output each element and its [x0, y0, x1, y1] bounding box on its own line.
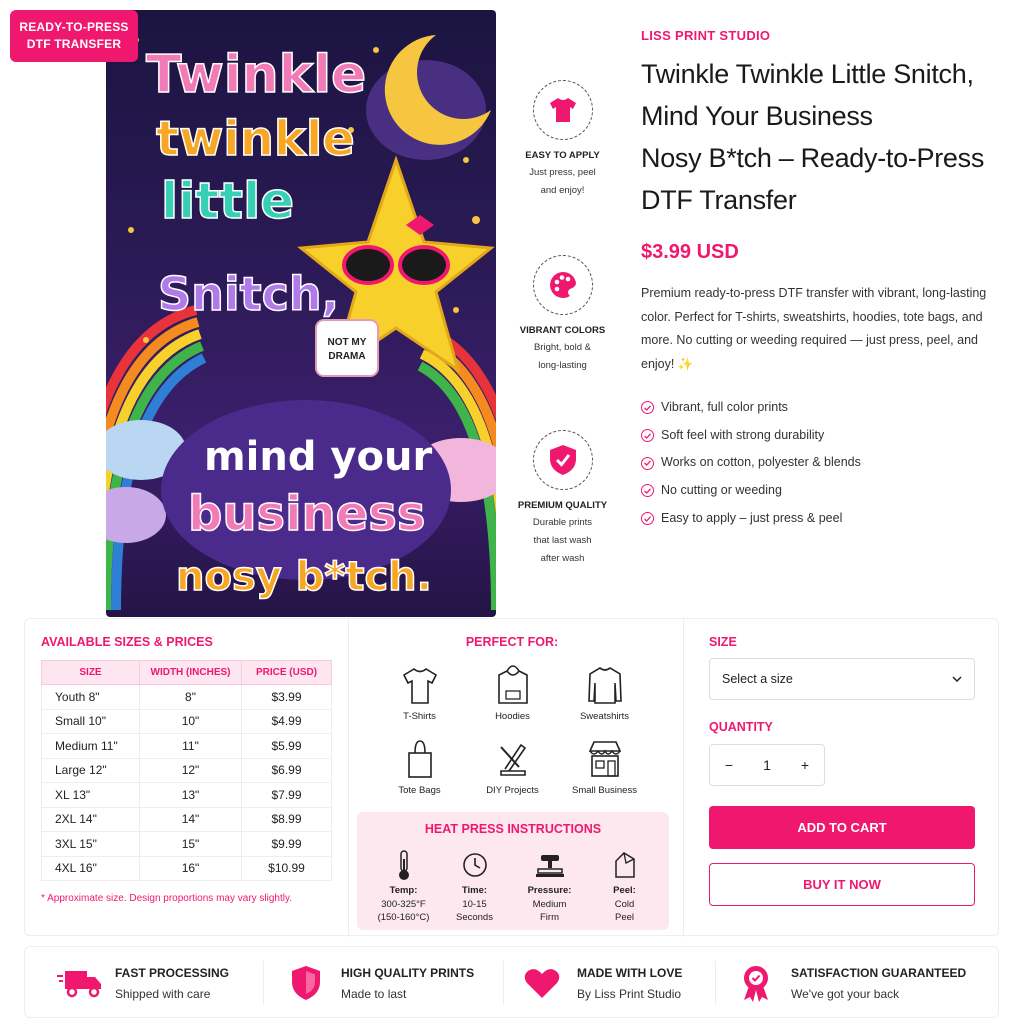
heat-value-1: 300-325°F	[381, 898, 426, 910]
quantity-label: QUANTITY	[709, 720, 773, 734]
divider	[715, 961, 716, 1005]
feature-desc-2: and enjoy!	[540, 185, 585, 196]
divider	[348, 619, 349, 937]
peel-icon	[587, 848, 662, 882]
width-cell: 8"	[140, 685, 242, 710]
heat-press-section	[357, 812, 669, 930]
heat-value-2: Peel	[614, 912, 634, 923]
width-cell: 14"	[140, 807, 242, 832]
size-cell: Youth 8"	[42, 685, 140, 710]
heat-press-heading: HEAT PRESS INSTRUCTIONS	[424, 822, 602, 836]
artwork-line-6: business	[188, 486, 426, 542]
divider	[503, 961, 504, 1005]
trust-title: HIGH QUALITY PRINTS	[341, 965, 475, 980]
feature-title: PREMIUM QUALITY	[517, 500, 608, 511]
table-row	[42, 807, 332, 832]
size-cell: 4XL 16"	[42, 856, 140, 881]
table-row	[42, 783, 332, 808]
benefit-text: Vibrant, full color prints	[661, 400, 788, 414]
shield-icon	[281, 965, 331, 1001]
heart-icon	[517, 967, 567, 999]
mug-text-line1: NOT MY	[327, 337, 367, 348]
benefit-item	[641, 477, 1001, 505]
size-cell: 3XL 15"	[42, 832, 140, 857]
product-title-line: DTF Transfer	[641, 185, 797, 215]
size-select-value: Select a size	[722, 672, 793, 686]
perfect-for-section	[357, 635, 667, 809]
quantity-value[interactable]: 1	[763, 757, 771, 773]
product-price: $3.99 USD	[641, 241, 739, 263]
check-circle-icon	[641, 429, 654, 442]
details-panel	[24, 618, 999, 936]
table-row	[42, 709, 332, 734]
clock-icon	[437, 848, 512, 882]
trust-desc: We've got your back	[791, 986, 900, 1001]
sweatshirt-icon	[557, 659, 652, 705]
feature-desc-1: Bright, bold &	[533, 342, 592, 353]
heat-value-2: (150-160°C)	[377, 912, 430, 923]
benefit-text: Easy to apply – just press & peel	[661, 510, 843, 525]
heat-peel	[587, 848, 662, 925]
divider	[683, 619, 684, 937]
size-label: SIZE	[709, 635, 737, 649]
width-cell: 13"	[140, 783, 242, 808]
benefit-item	[641, 449, 1001, 477]
award-ribbon-icon	[731, 964, 781, 1002]
width-cell: 16"	[140, 856, 242, 881]
price-cell: $9.99	[242, 832, 332, 857]
sizes-heading: AVAILABLE SIZES & PRICES	[41, 635, 213, 649]
heat-label: Temp:	[389, 885, 418, 896]
size-cell: Medium 11"	[42, 734, 140, 759]
size-rows	[42, 685, 332, 881]
price-cell: $3.99	[242, 685, 332, 710]
benefit-item	[641, 505, 1001, 533]
column-header: PRICE (USD)	[242, 661, 332, 685]
price-cell: $8.99	[242, 807, 332, 832]
price-cell: $10.99	[242, 856, 332, 881]
product-title	[641, 53, 1001, 221]
artwork-line-4: Snitch,	[158, 267, 340, 321]
column-header: WIDTH (INCHES)	[140, 661, 242, 685]
product-title-line: Mind Your Business	[641, 101, 873, 131]
price-cell: $4.99	[242, 709, 332, 734]
table-row	[42, 734, 332, 759]
benefit-list	[641, 394, 1001, 533]
artwork-line-7: nosy b*tch.	[176, 554, 432, 600]
perfect-for-heading: PERFECT FOR:	[465, 635, 559, 649]
artwork-line-3: little	[161, 172, 295, 230]
feature-desc-2: long-lasting	[538, 360, 587, 371]
feature-desc-2: that last wash	[533, 535, 592, 546]
trust-desc: Shipped with care	[115, 986, 211, 1001]
heat-press-icon	[512, 848, 587, 882]
feature-desc-1: Durable prints	[532, 517, 593, 528]
heat-time	[437, 848, 512, 925]
divider	[263, 961, 264, 1005]
size-note: * Approximate size. Design proportions may vary slightly.	[41, 893, 293, 904]
use-case-tshirts	[372, 659, 467, 722]
trust-desc: Made to last	[341, 986, 407, 1001]
use-case-label: DIY Projects	[486, 785, 539, 796]
diy-tools-icon	[465, 733, 560, 779]
size-select[interactable]	[709, 658, 975, 700]
purchase-section	[709, 635, 975, 906]
heat-value-2: Firm	[540, 912, 559, 923]
table-header-row	[42, 661, 332, 685]
heat-label: Time:	[461, 885, 488, 896]
use-case-sweatshirts	[557, 659, 652, 722]
trust-fast-processing	[55, 947, 229, 1019]
shield-check-icon	[533, 430, 593, 490]
storefront-icon	[557, 733, 652, 779]
table-row	[42, 685, 332, 710]
artwork-line-2: twinkle	[156, 111, 355, 167]
use-case-tote-bags	[372, 733, 467, 796]
chevron-down-icon	[952, 676, 962, 682]
add-to-cart-button[interactable]: ADD TO CART	[709, 806, 975, 849]
check-circle-icon	[641, 457, 654, 470]
price-cell: $5.99	[242, 734, 332, 759]
sizes-section	[41, 635, 335, 904]
quantity-increase-button[interactable]: +	[800, 757, 810, 773]
badge-line-1: READY-TO-PRESS	[19, 20, 129, 34]
trust-high-quality	[281, 947, 474, 1019]
price-cell: $7.99	[242, 783, 332, 808]
artwork-line-5: mind your	[204, 434, 433, 480]
use-case-label: Hoodies	[495, 711, 530, 722]
table-row	[42, 758, 332, 783]
benefit-item	[641, 394, 1001, 422]
feature-easy-to-apply	[510, 80, 615, 200]
use-case-label: Tote Bags	[398, 785, 441, 796]
width-cell: 12"	[140, 758, 242, 783]
width-cell: 15"	[140, 832, 242, 857]
size-cell: Large 12"	[42, 758, 140, 783]
buy-it-now-button[interactable]: BUY IT NOW	[709, 863, 975, 906]
use-case-diy-projects	[465, 733, 560, 796]
tote-bag-icon	[372, 733, 467, 779]
tshirt-icon	[533, 80, 593, 140]
product-info	[641, 28, 1001, 533]
use-case-label: T-Shirts	[403, 711, 436, 722]
check-circle-icon	[641, 401, 654, 414]
badge-line-2: DTF TRANSFER	[26, 37, 122, 51]
use-case-hoodies	[465, 659, 560, 722]
feature-premium-quality	[510, 430, 615, 568]
table-row	[42, 856, 332, 881]
heat-value-1: 10-15	[462, 898, 487, 910]
check-circle-icon	[641, 512, 654, 525]
heat-label: Peel:	[613, 885, 636, 896]
column-header: SIZE	[42, 661, 140, 685]
feature-vibrant-colors	[510, 255, 615, 375]
use-case-grid	[357, 659, 667, 809]
artwork-illustration	[106, 10, 496, 617]
quantity-decrease-button[interactable]: −	[724, 757, 734, 773]
heat-pressure	[512, 848, 587, 925]
palette-icon	[533, 255, 593, 315]
feature-title: VIBRANT COLORS	[519, 325, 606, 336]
brand-name[interactable]: LISS PRINT STUDIO	[641, 28, 771, 43]
product-image[interactable]	[106, 10, 496, 617]
size-cell: Small 10"	[42, 709, 140, 734]
price-cell: $6.99	[242, 758, 332, 783]
heat-label: Pressure:	[527, 885, 572, 896]
check-circle-icon	[641, 484, 654, 497]
width-cell: 10"	[140, 709, 242, 734]
feature-desc-1: Just press, peel	[529, 167, 596, 178]
feature-title: EASY TO APPLY	[525, 150, 600, 161]
benefit-text: No cutting or weeding	[661, 483, 782, 498]
width-cell: 11"	[140, 734, 242, 759]
feature-desc-3: after wash	[540, 553, 585, 564]
quantity-stepper[interactable]	[709, 744, 825, 786]
benefit-item	[641, 422, 1001, 450]
use-case-small-business	[557, 733, 652, 796]
trust-satisfaction	[731, 947, 966, 1019]
use-case-label: Small Business	[572, 785, 637, 796]
ready-to-press-badge	[10, 10, 138, 62]
heat-temp	[366, 848, 441, 925]
heat-value-2: Seconds	[456, 912, 493, 923]
thermometer-icon	[366, 848, 441, 882]
size-cell: 2XL 14"	[42, 807, 140, 832]
trust-bar	[24, 946, 999, 1018]
benefit-text: Soft feel with strong durability	[661, 427, 825, 442]
heat-value-1: Cold	[614, 898, 635, 910]
product-description: Premium ready-to-press DTF transfer with vibrant, long-lasting color. Perfect for T-shirts, sweatshirts, hoodies, tote bags, and more. No cutting or weeding required — just press, peel, and enjoy! ✨	[641, 286, 987, 371]
use-case-label: Sweatshirts	[579, 711, 630, 722]
trust-desc: By Liss Print Studio	[577, 986, 682, 1001]
hoodie-icon	[465, 659, 560, 705]
artwork-line-1: Twinkle	[146, 45, 367, 105]
product-title-line: Nosy B*tch – Ready-to-Press	[641, 143, 985, 173]
size-cell: XL 13"	[42, 783, 140, 808]
mug-text-line2: DRAMA	[328, 351, 366, 362]
trust-title: FAST PROCESSING	[115, 965, 230, 980]
trust-title: MADE WITH LOVE	[577, 965, 683, 980]
product-title-line: Twinkle Twinkle Little Snitch,	[641, 59, 974, 89]
table-row	[42, 832, 332, 857]
trust-made-with-love	[517, 947, 682, 1019]
trust-title: SATISFACTION GUARANTEED	[791, 965, 967, 980]
delivery-truck-icon	[55, 967, 105, 999]
size-price-table	[41, 660, 332, 881]
benefit-text: Works on cotton, polyester & blends	[661, 455, 861, 470]
tshirt-outline-icon	[372, 659, 467, 705]
heat-value-1: Medium	[532, 898, 567, 910]
